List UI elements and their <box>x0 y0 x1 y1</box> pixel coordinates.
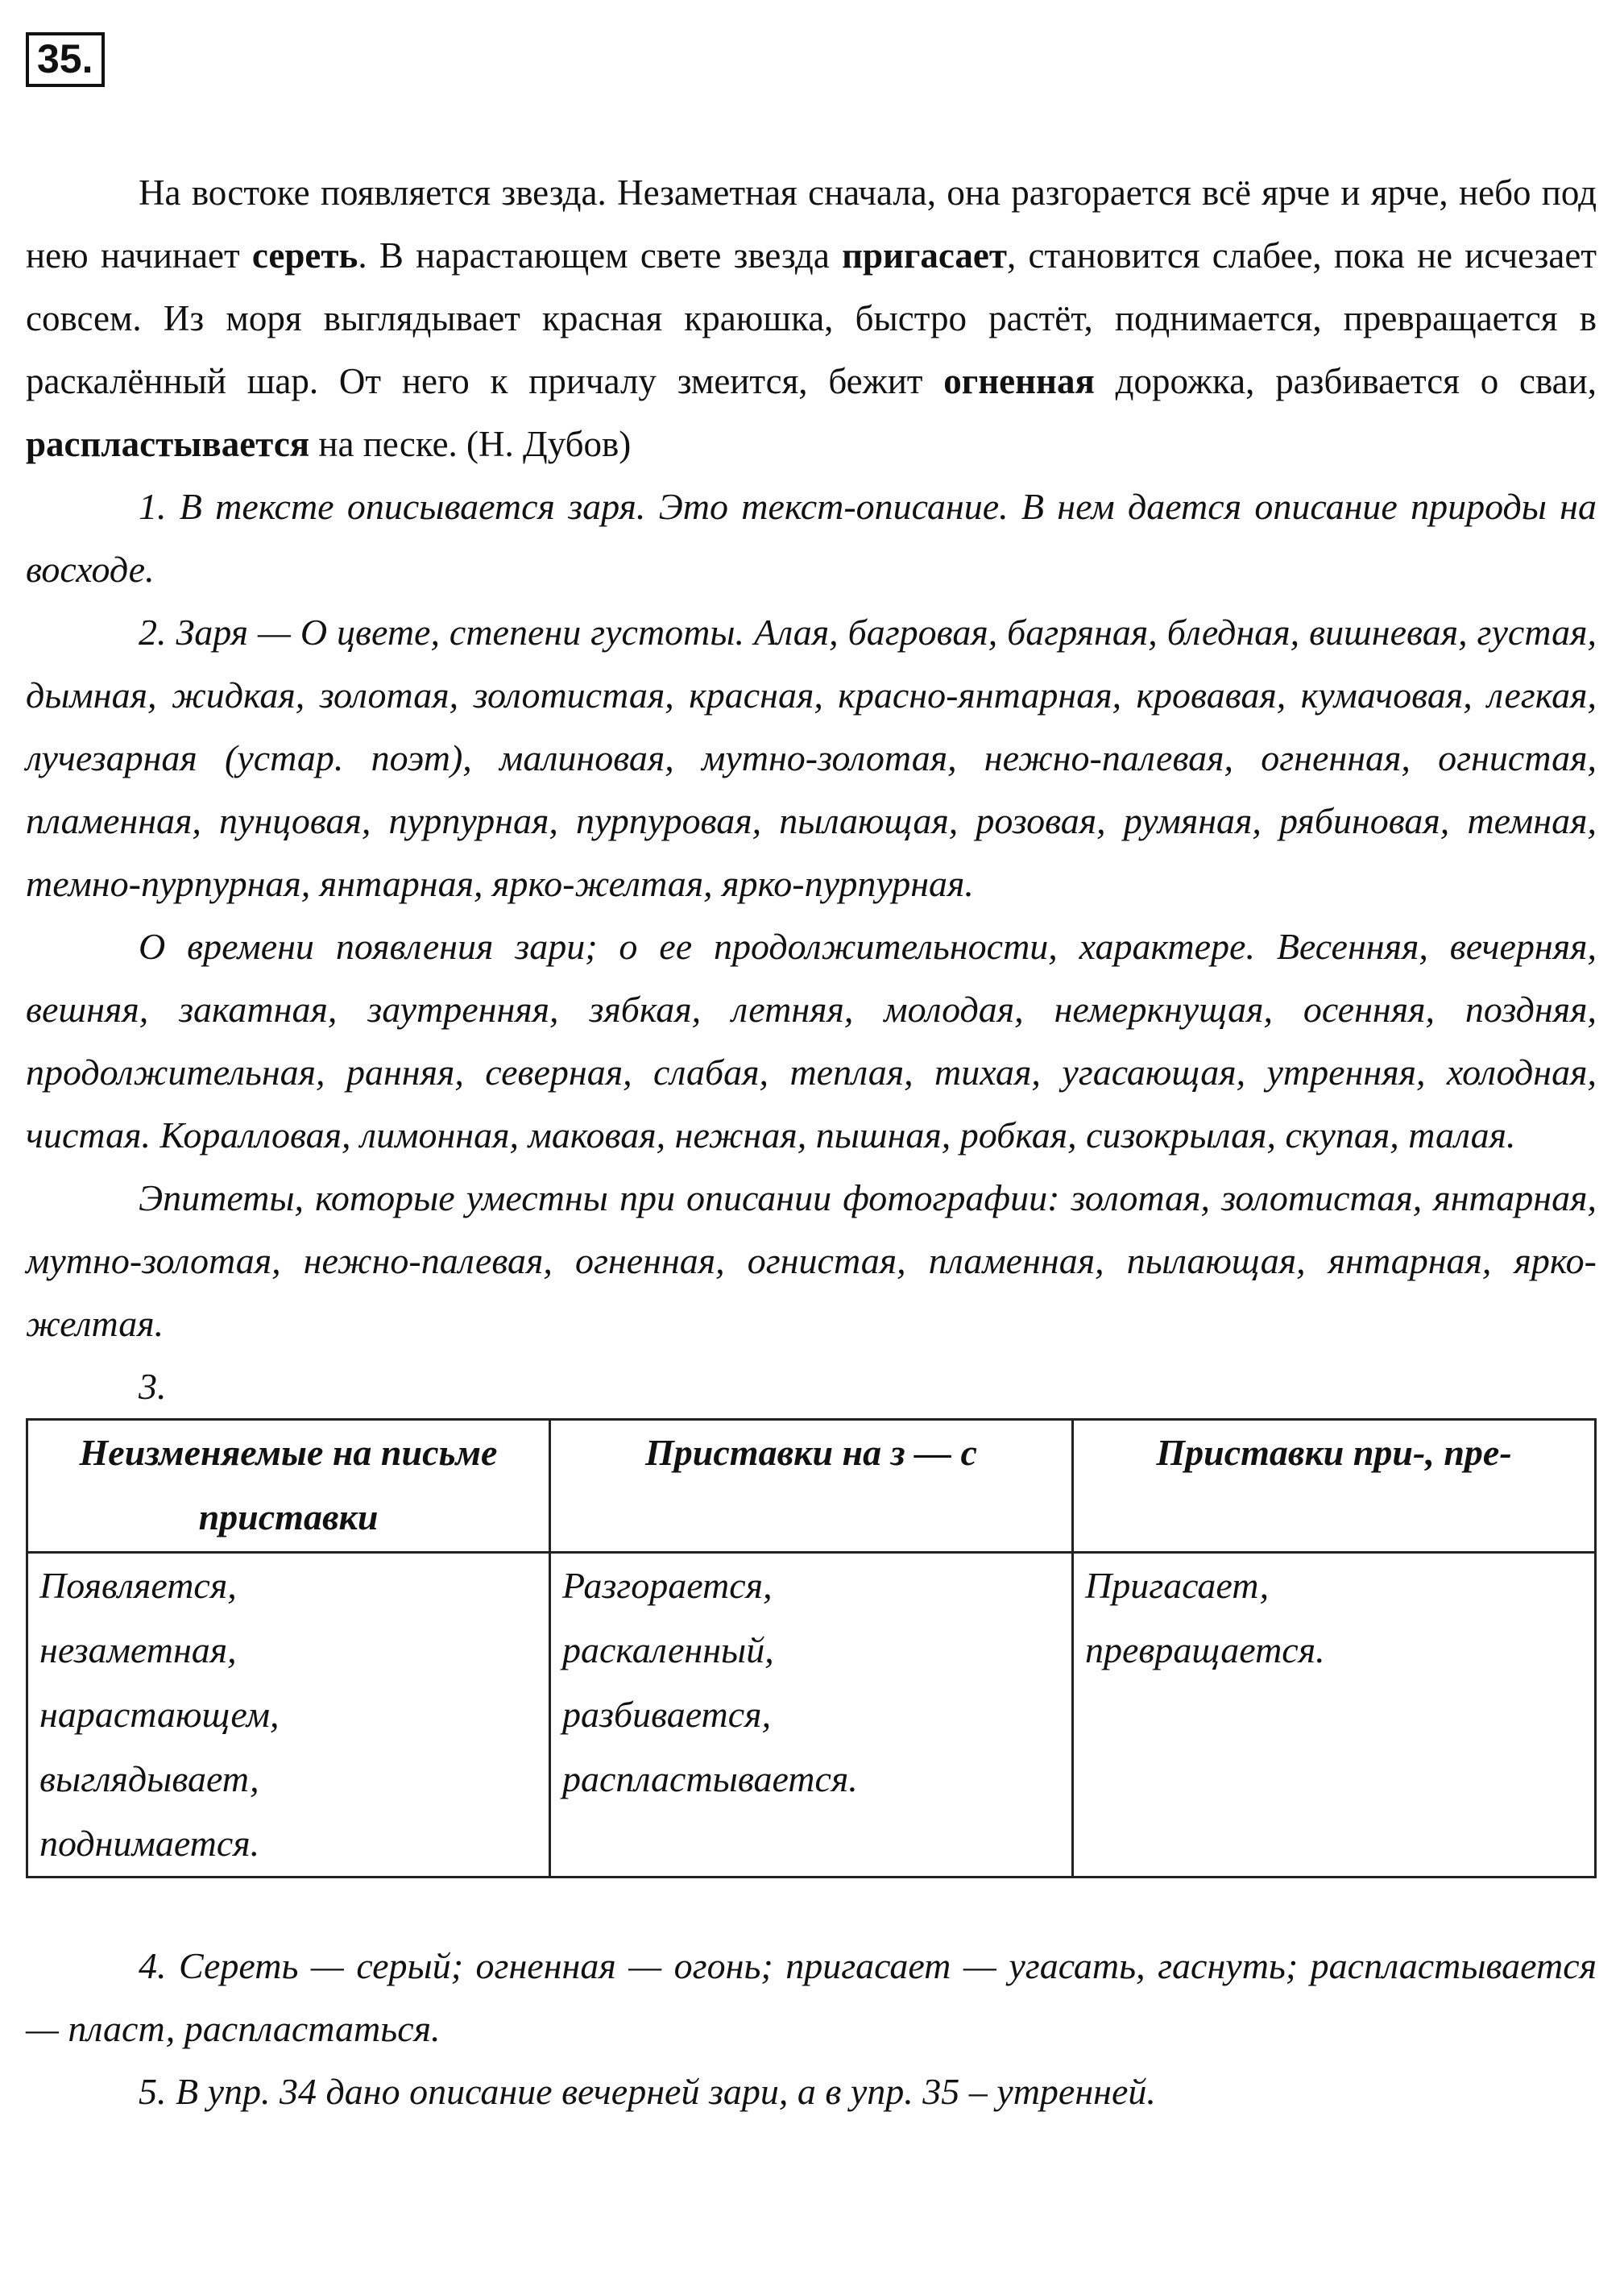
table-word: превращается. <box>1085 1629 1325 1670</box>
highlight-word: пригасает <box>842 235 1007 276</box>
highlight-word: огненная <box>943 361 1095 401</box>
table-word: Пригасает, <box>1085 1565 1270 1606</box>
table-word: Разгорается, <box>562 1565 773 1606</box>
header-z-s-prefixes: Приставки на з — с <box>550 1420 1073 1553</box>
answer-2-time: О времени появления зари; о ее продолжительности, характере. Весенняя, вечерняя, вешняя, закатная, заутренняя, зябкая, летняя, молодая, немеркнущая, осенняя, поздняя, продолжительная, ранняя, северная, слабая, теплая, тихая, угасающая, утренняя, холодная, чистая. Коралловая, лимонная, маковая, нежная, пышная, робкая, сизокрылая, скупая, талая. <box>26 926 1597 1156</box>
text-run: . В нарастающем свете звезда <box>358 235 843 276</box>
text-run: на песке. (Н. Дубов) <box>309 424 632 464</box>
answers-block <box>26 475 1597 1355</box>
highlight-word: сереть <box>251 235 358 276</box>
answer-1: 1. В тексте описывается заря. Это текст-описание. В нем дается описание природы на восходе. <box>26 486 1597 590</box>
source-paragraph <box>26 161 1597 475</box>
col-invariable <box>27 1553 550 1877</box>
exercise-number: 35. <box>26 32 105 87</box>
table-row <box>27 1553 1596 1877</box>
source-text <box>26 161 1597 475</box>
col-pri-pre <box>1073 1553 1596 1877</box>
answer-2-epithets: Эпитеты, которые уместны при описании фотографии: золотая, золотистая, янтарная, мутно-золотая, нежно-палевая, огненная, огнистая, пламенная, пылающая, янтарная, ярко-желтая. <box>26 1177 1597 1344</box>
col-z-s <box>550 1553 1073 1877</box>
table-word: выглядывает, <box>39 1758 259 1799</box>
table-word: незаметная, <box>39 1629 237 1670</box>
table-word: разбивается, <box>562 1694 772 1735</box>
answer-3-label: 3. <box>139 1366 167 1407</box>
table-word: распластывается. <box>562 1758 858 1799</box>
answers-tail <box>26 1935 1597 2123</box>
answer-2-colour: 2. Заря — О цвете, степени густоты. Алая, багровая, багряная, бледная, вишневая, густая, дымная, жидкая, золотая, золотистая, красная, красно-янтарная, кровавая, кумачовая, легкая, лучезарная (устар. поэт), малиновая, мутно-золотая, нежно-палевая, огненная, огнистая, пламенная, пунцовая, пурпурная, пурпуровая, пылающая, розовая, румяная, рябиновая, темная, темно-пурпурная, янтарная, ярко-желтая, ярко-пурпурная. <box>26 612 1597 904</box>
text-run: дорожка, разбивается о сваи, <box>1094 361 1597 401</box>
exercise-page <box>26 32 1597 2123</box>
answer-4: 4. Сереть — серый; огненная — огонь; пригасает — угасать, гаснуть; распластывается — пласт, распластаться. <box>26 1945 1597 2049</box>
table-word: нарастающем, <box>39 1694 280 1735</box>
text-run: На востоке появляется звезда. Незаметная сначала, она разгорается всё ярче и ярче, небо под нею начинает <box>26 172 1597 276</box>
table-word: Появляется, <box>39 1565 237 1606</box>
table-header-row <box>27 1420 1596 1553</box>
prefix-table <box>26 1418 1597 1878</box>
answer-5: 5. В упр. 34 дано описание вечерней зари, а в упр. 35 – утренней. <box>139 2071 1156 2112</box>
header-pri-pre-prefixes: Приставки при-, пре- <box>1073 1420 1596 1553</box>
table-word: раскаленный, <box>562 1629 774 1670</box>
header-invariable-prefixes: Неизменяемые на письме приставки <box>27 1420 550 1553</box>
highlight-word: распластывается <box>26 424 310 464</box>
text-run: , становится слабее, пока не исчезает совсем. Из моря выглядывает красная краюшка, быстро растёт, поднимается, превращается в раскалённый шар. От него к причалу змеится, бежит <box>26 235 1597 401</box>
table-word: поднимается. <box>39 1823 260 1864</box>
